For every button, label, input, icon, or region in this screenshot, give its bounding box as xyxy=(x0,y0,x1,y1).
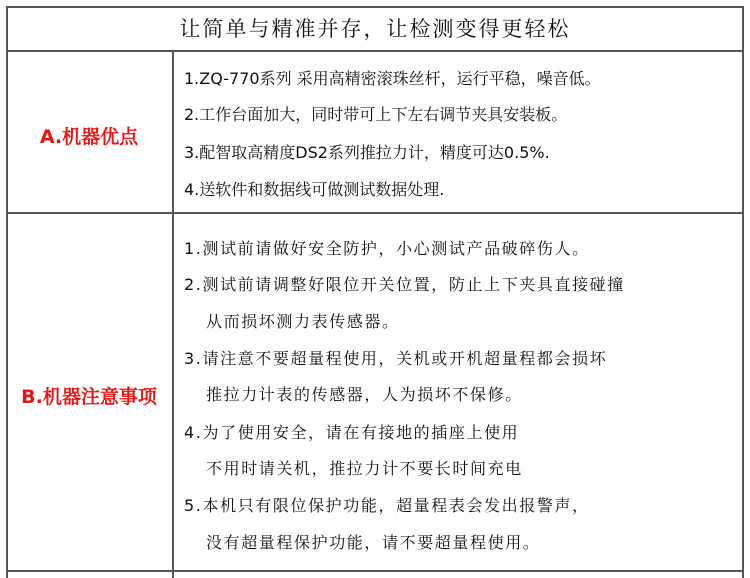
section-b-item: 3.请注意不要超量程使用，关机或开机超量程都会损坏 xyxy=(184,349,608,368)
section-a-item: 2.工作台面加大，同时带可上下左右调节夹具安装板。 xyxy=(184,105,568,124)
section-b-item: 2.测试前请调整好限位开关位置，防止上下夹具直接碰撞 xyxy=(184,275,625,294)
section-b-item: 推拉力计表的传感器，人为损坏不保修。 xyxy=(206,385,523,404)
section-b-item: 5.本机只有限位保护功能，超量程表会发出报警声， xyxy=(184,496,590,515)
section-a-item: 3.配智取高精度DS2系列推拉力计，精度可达0.5%. xyxy=(184,143,550,162)
page-title: 让简单与精准并存，让检测变得更轻松 xyxy=(179,17,571,41)
column-divider xyxy=(172,50,174,578)
section-b-item: 1.测试前请做好安全防护，小心测试产品破碎伤人。 xyxy=(184,239,590,258)
section-b-item: 从而损坏测力表传感器。 xyxy=(206,312,400,331)
section-b-item: 没有超量程保护功能，请不要超量程使用。 xyxy=(206,533,541,552)
table-border-left xyxy=(6,6,8,578)
section-b-item: 4.为了使用安全，请在有接地的插座上使用 xyxy=(184,423,520,442)
spec-sheet xyxy=(6,6,744,578)
table-border-right xyxy=(742,6,744,578)
section-a-item: 1.ZQ-770系列 采用高精密滚珠丝杆，运行平稳，噪音低。 xyxy=(184,69,601,88)
row-divider-3 xyxy=(6,570,744,572)
row-divider-2 xyxy=(6,212,744,214)
section-a-item: 4.送软件和数据线可做测试数据处理. xyxy=(184,180,445,199)
section-b-label: B.机器注意事项 xyxy=(21,386,157,408)
section-b-item: 不用时请关机，推拉力计不要长时间充电 xyxy=(206,459,523,478)
section-a-label: A.机器优点 xyxy=(39,126,139,148)
